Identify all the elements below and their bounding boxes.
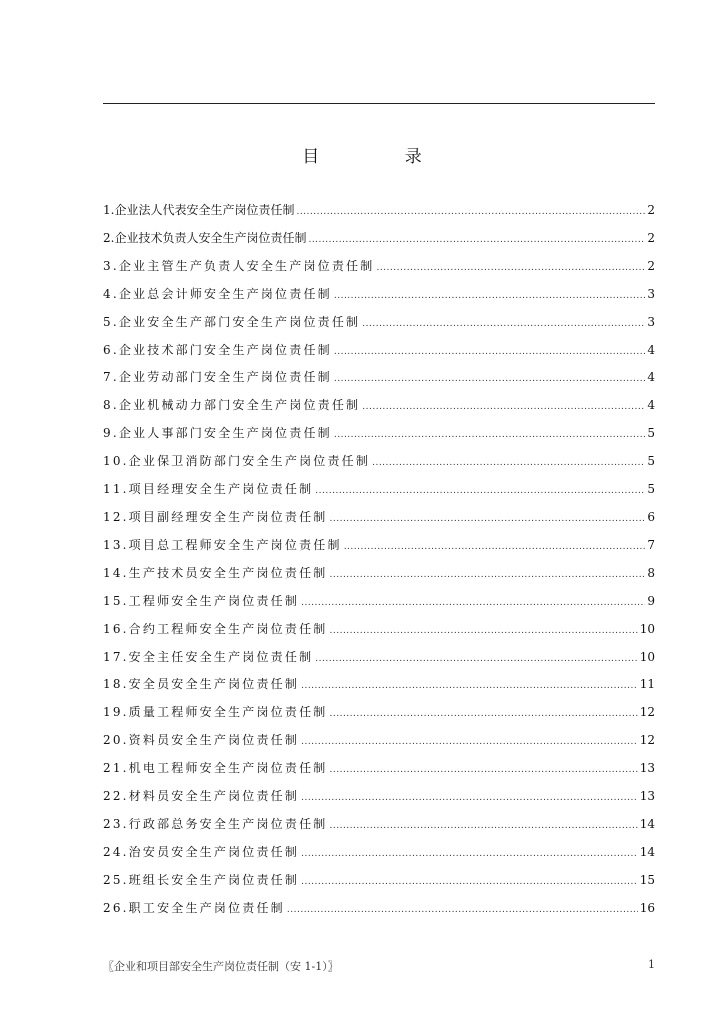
toc-dot-leader [330,709,638,719]
page-footer [103,958,655,974]
toc-dot-leader [334,374,646,384]
toc-entry-page: 9 [647,593,655,608]
toc-entry-page: 5 [647,482,655,497]
toc-dot-leader [315,486,645,496]
toc-dot-leader [301,681,638,691]
toc-dot-leader [301,849,638,859]
toc-entry-label: 26.职工安全生产岗位责任制 [103,900,285,915]
toc-entry[interactable] [103,871,655,899]
toc-entry-page: 5 [647,454,655,469]
toc-entry-label: 21.机电工程师安全生产岗位责任制 [103,761,328,776]
toc-entry-page: 13 [639,761,655,776]
toc-entry[interactable] [103,257,655,285]
toc-dot-leader [301,737,638,747]
toc-entry[interactable] [103,564,655,592]
toc-entry-label: 15.工程师安全生产岗位责任制 [103,593,300,608]
toc-entry-page: 5 [647,426,655,441]
toc-dot-leader [362,319,645,329]
toc-entry-page: 2 [647,230,655,245]
toc-entry[interactable] [103,480,655,508]
toc-entry[interactable] [103,787,655,815]
toc-entry[interactable] [103,313,655,341]
toc-dot-leader [330,570,646,580]
toc-entry-page: 3 [647,314,655,329]
page-title: 目 录 [302,147,462,167]
toc-entry[interactable] [103,703,655,731]
toc-dot-leader [330,514,646,524]
toc-entry-label: 9.企业人事部门安全生产岗位责任制 [103,426,332,441]
toc-dot-leader [330,765,638,775]
toc-entry-page: 4 [647,370,655,385]
toc-entry-page: 13 [639,789,655,804]
toc-entry[interactable] [103,620,655,648]
toc-entry-label: 8.企业机械动力部门安全生产岗位责任制 [103,398,361,413]
toc-entry[interactable] [103,536,655,564]
toc-entry-label: 2.企业技术负责人安全生产岗位责任制 [103,230,307,245]
toc-dot-leader [376,263,645,273]
toc-dot-leader [330,626,638,636]
toc-entry[interactable] [103,899,655,927]
toc-entry[interactable] [103,508,655,536]
toc-entry-page: 16 [639,900,655,915]
toc-entry[interactable] [103,396,655,424]
toc-entry-page: 3 [647,286,655,301]
toc-entry-page: 12 [639,705,655,720]
toc-entry[interactable] [103,341,655,369]
toc-entry-label: 24.治安员安全生产岗位责任制 [103,844,300,859]
toc-dot-leader [330,821,638,831]
toc-entry-label: 25.班组长安全生产岗位责任制 [103,872,300,887]
toc-entry[interactable] [103,815,655,843]
toc-entry[interactable] [103,285,655,313]
toc-dot-leader [362,402,645,412]
toc-entry-label: 5.企业安全生产部门安全生产岗位责任制 [103,314,361,329]
toc-dot-leader [287,905,638,915]
footer-document-title: 〖企业和项目部安全生产岗位责任制（安 1-1）〗 [103,960,339,973]
toc-entry[interactable] [103,648,655,676]
toc-entry-label: 20.资料员安全生产岗位责任制 [103,733,300,748]
toc-dot-leader [315,654,637,664]
toc-dot-leader [301,877,638,887]
toc-entry-label: 14.生产技术员安全生产岗位责任制 [103,565,328,580]
toc-dot-leader [301,598,645,608]
toc-entry-page: 6 [647,509,655,524]
toc-entry[interactable] [103,229,655,257]
toc-entry-label: 12.项目副经理安全生产岗位责任制 [103,509,328,524]
toc-entry[interactable] [103,843,655,871]
toc-entry-page: 15 [639,872,655,887]
toc-entry-label: 22.材料员安全生产岗位责任制 [103,789,300,804]
toc-entry[interactable] [103,452,655,480]
toc-entry-label: 18.安全员安全生产岗位责任制 [103,677,300,692]
toc-entry-label: 17.安全主任安全生产岗位责任制 [103,649,314,664]
toc-entry-page: 4 [647,342,655,357]
footer-page-number: 1 [648,958,655,971]
toc-entry[interactable] [103,675,655,703]
toc-entry-label: 7.企业劳动部门安全生产岗位责任制 [103,370,332,385]
toc-entry-label: 13.项目总工程师安全生产岗位责任制 [103,537,342,552]
toc-entry-page: 11 [639,677,655,692]
toc-dot-leader [334,291,646,301]
toc-entry-page: 14 [639,816,655,831]
toc-entry-page: 7 [647,537,655,552]
toc-entry[interactable] [103,731,655,759]
toc-dot-leader [334,430,646,440]
toc-entry-page: 4 [647,398,655,413]
toc-entry-label: 16.合约工程师安全生产岗位责任制 [103,621,328,636]
toc-entry-page: 2 [647,203,655,217]
toc-entry-label: 6.企业技术部门安全生产岗位责任制 [103,342,332,357]
toc-dot-leader [334,347,646,357]
toc-entry-label: 23.行政部总务安全生产岗位责任制 [103,816,328,831]
toc-entry[interactable] [103,592,655,620]
toc-entry-label: 11.项目经理安全生产岗位责任制 [103,482,314,497]
toc-dot-leader [301,793,638,803]
toc-entry-page: 10 [639,621,655,636]
toc-entry[interactable] [103,759,655,787]
table-of-contents [103,201,655,927]
toc-entry-page: 8 [647,565,655,580]
toc-entry-label: 10.企业保卫消防部门安全生产岗位责任制 [103,454,371,469]
toc-entry-label: 19.质量工程师安全生产岗位责任制 [103,705,328,720]
toc-dot-leader [372,458,645,468]
toc-entry-page: 10 [639,649,655,664]
toc-entry-label: 3.企业主管生产负责人安全生产岗位责任制 [103,258,375,273]
toc-entry[interactable] [103,201,655,229]
toc-dot-leader [308,235,645,245]
toc-entry-label: 1.企业法人代表安全生产岗位责任制 [103,203,295,217]
toc-entry-page: 2 [647,258,655,273]
toc-entry-page: 14 [639,844,655,859]
toc-dot-leader [296,207,645,217]
toc-entry-label: 4.企业总会计师安全生产岗位责任制 [103,286,332,301]
header-rule [103,103,655,104]
toc-entry[interactable] [103,424,655,452]
toc-dot-leader [344,542,646,552]
toc-entry-page: 12 [639,733,655,748]
toc-entry[interactable] [103,368,655,396]
